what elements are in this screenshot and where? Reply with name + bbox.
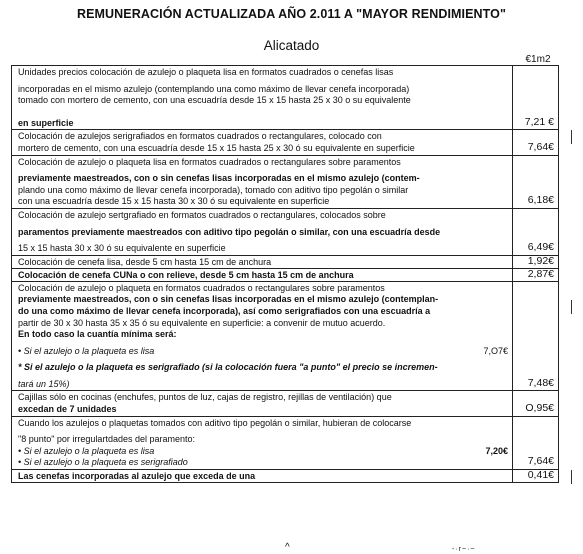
sub-item-label: • Si el azulejo o la plaqueta es lisa (18, 445, 155, 456)
row-description (12, 416, 513, 469)
row-price: 1,92€ (513, 255, 559, 268)
row-text-line: Cajillas sólo en cocinas (enchufes, puntos de luz, cajas de registro, rejillas de ventilación) que (18, 392, 392, 403)
table-row (12, 470, 559, 483)
row-text-line: Colocación de azulejos serigrafiados en formatos cuadrados o rectangulares, colocado con (18, 131, 382, 142)
row-text-line: 15 x 15 hasta 30 x 30 ó su equivalente en superficie (18, 243, 226, 254)
row-price: 6,18€ (513, 155, 559, 208)
row-text-line: previamente maestreados, con o sin cenefas lisas incorporadas en el mismo azulejo (contemplan- (18, 294, 439, 305)
row-price: 7,64€ (513, 130, 559, 155)
sub-item-price: 7,20€ (485, 445, 508, 456)
document-title: REMUNERACIÓN ACTUALIZADA AÑO 2.011 A "MAYOR RENDIMIENTO" (76, 7, 507, 21)
table-row (12, 155, 559, 208)
sub-item (18, 346, 508, 358)
price-table (11, 65, 559, 483)
row-description (12, 208, 513, 255)
row-text-line: tará un 15%) (18, 378, 70, 389)
row-text-line: Colocación de azulejo o plaqueta lisa en formatos cuadrados o rectangulares sobre paramentos (18, 156, 401, 167)
table-row (12, 66, 559, 130)
row-description (12, 155, 513, 208)
row-text-line: paramentos previamente maestreados con aditivo tipo pegolán o similar, con una escuadría desde (18, 226, 441, 237)
row-description (12, 281, 513, 391)
row-text-line: partir de 30 x 30 hasta 35 x 35 ó su equivalente en superficie: a convenir de mutuo acuerdo. (18, 317, 386, 328)
row-text-line: tomado con mortero de cemento, con una escuadría desde 15 x 15 hasta 25 x 30 o su equivalente (18, 95, 411, 106)
row-text-line: previamente maestreados, con o sin cenefas lisas incorporadas en el mismo azulejo (contem- (18, 173, 420, 184)
row-text-line: "8 punto" por irregulartdades del paramento: (18, 434, 195, 445)
table-row (12, 281, 559, 391)
row-price: 7,21 € (513, 66, 559, 130)
table-row (12, 208, 559, 255)
row-price: 6,49€ (513, 208, 559, 255)
row-description: Colocación de cenefa CUNa o con relieve, desde 5 cm hasta 15 cm de anchura (12, 268, 513, 281)
edge-tick (571, 130, 572, 144)
row-price: O,95€ (513, 391, 559, 416)
unit-header: €1m2 (525, 54, 551, 65)
row-price: 7,64€ (513, 416, 559, 469)
row-text-line: plando una como máximo de llevar cenefa incorporada), tomado con aditivo tipo pegolán o similar (18, 184, 409, 195)
section-title: Alicatado (263, 38, 320, 53)
row-text-line: Cuando los azulejos o plaquetas tomados con aditivo tipo pegolán o similar, hubieran de colocarse (18, 417, 412, 428)
sub-item-price: 7,O7€ (483, 345, 508, 356)
row-text-line: • Si el azulejo o la plaqueta es serigrafiado (18, 457, 188, 468)
row-text-line: En todo caso la cuantía mínima será: (18, 329, 177, 340)
row-text-line: do una como máximo de llevar cenefa incorporada), así como serigrafiados con una escuadría a (18, 305, 431, 316)
footer-mark: -·r~·~ (452, 546, 476, 553)
sub-item (18, 446, 508, 458)
row-text-line: * Si el azulejo o la plaqueta es serigrafiado (si la colocación fuera "a punto" el precio se incremen- (18, 362, 438, 373)
table-row (12, 416, 559, 469)
table-row (12, 268, 559, 281)
edge-tick (571, 470, 572, 484)
footer-mark: ^ (285, 542, 290, 553)
row-text-line: Unidades precios colocación de azulejo o plaqueta lisa en formatos cuadrados o cenefas lisas (18, 67, 394, 77)
row-price: 7,48€ (513, 281, 559, 391)
row-text-line: mortero de cemento, con una escuadría desde 15 x 15 hasta 25 x 30 ó su equivalente en superficie (18, 142, 415, 153)
row-description (12, 66, 513, 130)
row-text-line: excedan de 7 unidades (18, 404, 117, 415)
row-text-line: Colocación de azulejo o plaqueta en formatos cuadrados o rectangulares sobre paramentos (18, 282, 385, 293)
row-description (12, 391, 513, 416)
row-description: Las cenefas incorporadas al azulejo que exceda de una (12, 470, 513, 483)
row-text-line: incorporadas en el mismo azulejo (contemplando una como máximo de llevar cenefa incorporada) (18, 83, 410, 94)
row-price: 2,87€ (513, 268, 559, 281)
row-description (12, 130, 513, 155)
row-text-line: Colocación de azulejo sertgrafiado en formatos cuadrados o rectangulares, colocados sobre (18, 209, 386, 220)
table-row (12, 255, 559, 268)
row-description: Colocación de cenefa lisa, desde 5 cm hasta 15 cm de anchura (12, 255, 513, 268)
row-text-line: en superficie (18, 117, 74, 128)
table-row (12, 130, 559, 155)
table-row (12, 391, 559, 416)
row-text-line: con una escuadría desde 15 x 15 hasta 30 x 30 ó su equivalente en superficie (18, 196, 330, 207)
row-price: 0,41€ (513, 470, 559, 483)
sub-item-label: • Si el azulejo o la plaqueta es lisa (18, 345, 155, 356)
edge-tick (571, 300, 572, 314)
